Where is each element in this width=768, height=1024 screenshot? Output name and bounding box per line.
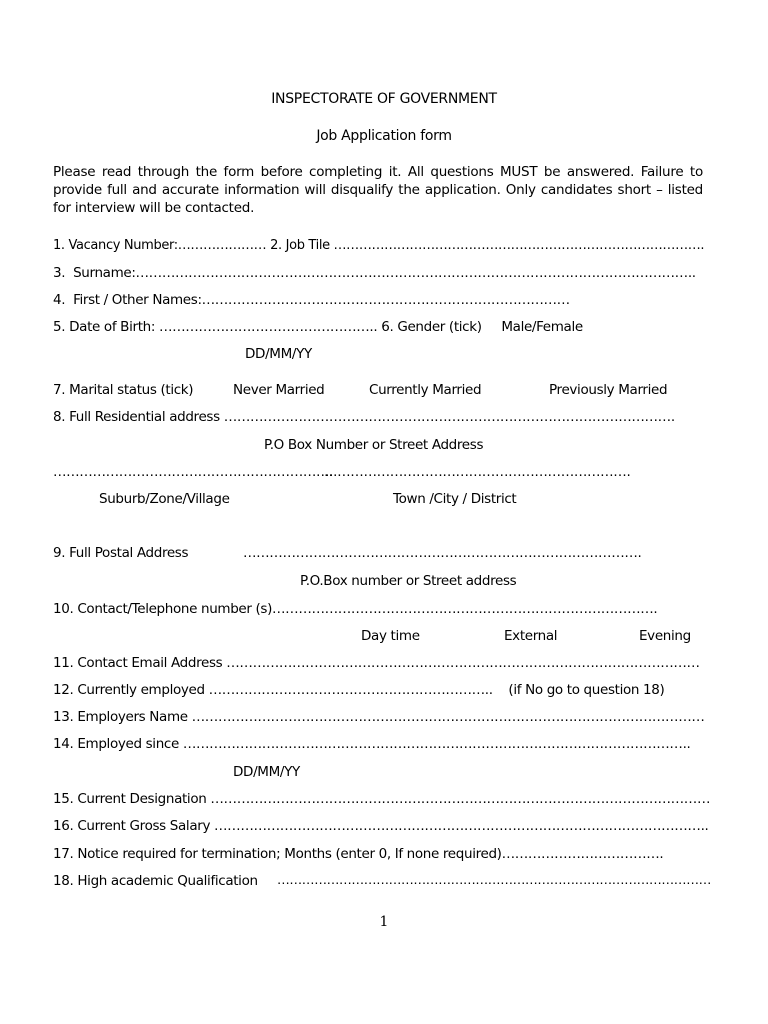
employed-since-hint: DD/MM/YY [233,764,300,780]
suburb-field[interactable]: ………………………………………………………. [53,464,334,480]
postal-address-hint: P.O.Box number or Street address [300,573,517,589]
residential-address-hint: P.O Box Number or Street Address [264,437,484,453]
marital-status-label: 7. Marital status (tick) [53,382,194,398]
current-designation-field[interactable]: 15. Current Designation …………………………………………………………………………………………………… [53,791,711,807]
other-names-field[interactable]: 4. First / Other Names:………………………………………………………………………… [53,292,570,308]
page-number: 1 [379,914,389,930]
telephone-hint-daytime: Day time [361,628,420,644]
town-hint: Town /City / District [393,491,517,507]
telephone-hint-external: External [504,628,558,644]
employers-name-field[interactable]: 13. Employers Name ……………………………………………………………………………………………………… [53,709,705,725]
postal-address-field[interactable]: ………………………………………………………………………………. [243,545,642,561]
employed-since-field[interactable]: 14. Employed since …………………………………………………………………………………………………….. [53,736,691,752]
organization-title: INSPECTORATE OF GOVERNMENT [271,91,497,107]
email-field[interactable]: 11. Contact Email Address ……………………………………………………………………………………………… [53,655,700,671]
gross-salary-field[interactable]: 16. Current Gross Salary ………………………………………………………………………………………………….. [53,818,709,834]
dob-gender-field[interactable]: 5. Date of Birth: ………………………………………….. 6. Gender (tick) Male/Female [53,319,583,335]
notice-period-field[interactable]: 17. Notice required for termination; Months (enter 0, If none required)………………………………. [53,846,664,862]
surname-field[interactable]: 3. Surname:……………………………………………………………………………………………………………….. [53,265,696,281]
residential-address-field[interactable]: 8. Full Residential address …………………………………………………………………………………………. [53,409,675,425]
town-field[interactable]: ……………………………………………………………. [324,464,631,480]
telephone-hint-evening: Evening [639,628,691,644]
marital-option-previously-married[interactable]: Previously Married [549,382,668,398]
vacancy-jobtitle-field[interactable]: 1. Vacancy Number:………………… 2. Job Tile ……………………………………………………………………………. [53,238,705,253]
marital-option-currently-married[interactable]: Currently Married [369,382,482,398]
currently-employed-field[interactable]: 12. Currently employed ……………………………………………………….. (if No go to question 18) [53,682,665,698]
suburb-hint: Suburb/Zone/Village [99,491,230,507]
qualification-field[interactable]: …………………………………………………………………………………………… [277,873,712,888]
dob-format-hint: DD/MM/YY [245,346,312,362]
instructions-paragraph: Please read through the form before completing it. All questions MUST be answered. Failure to provide full and accurate information will disqualify the application. Only candidates short – listed for interview will be contacted. [53,164,703,216]
marital-option-never-married[interactable]: Never Married [233,382,325,398]
qualification-label: 18. High academic Qualification [53,873,258,889]
postal-address-label: 9. Full Postal Address [53,545,189,561]
form-title: Job Application form [316,128,452,144]
telephone-field[interactable]: 10. Contact/Telephone number (s)……………………………………………………………………………. [53,601,658,617]
